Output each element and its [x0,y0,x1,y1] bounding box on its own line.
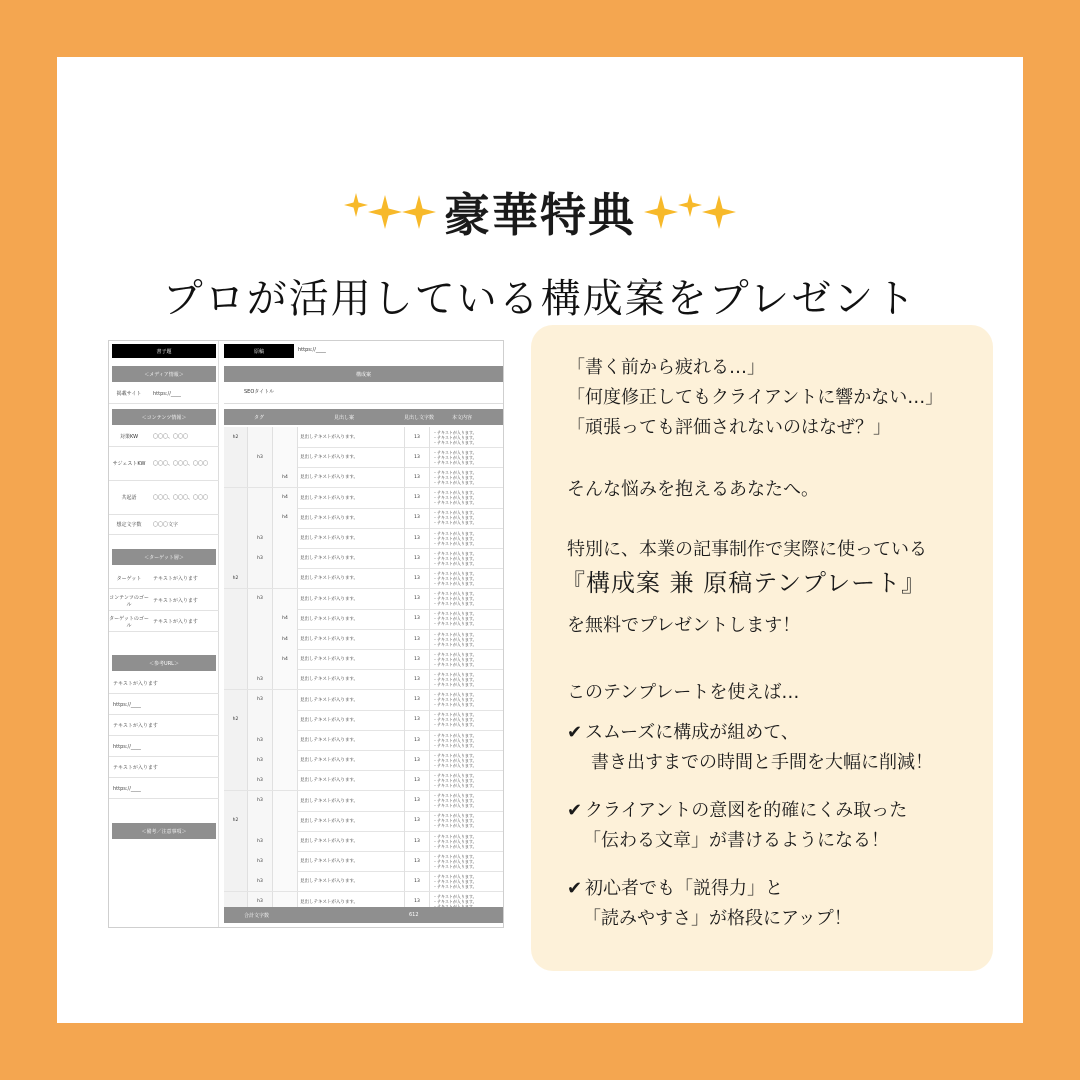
heading-cell: 見出しテキストが入ります。 [300,798,359,804]
page-subtitle: プロが活用している構成案をプレゼント [162,276,918,322]
tag-cell: h3 [248,690,273,710]
tag-cell [248,609,273,629]
tag-cell: h3 [248,831,273,851]
char-count-cell: 13 [404,649,429,669]
site-row [109,384,219,404]
tag-cell: h3 [248,669,273,689]
tag-cell [273,568,298,588]
body-cell: ・テキストが入ります。 ・テキストが入ります。 ・テキストが入ります。 [429,589,503,609]
body-cell: ・テキストが入ります。 ・テキストが入ります。 ・テキストが入ります。 [429,871,503,891]
heading-cell: 見出しテキストが入ります。 [300,839,359,844]
char-count-cell: 13 [404,710,429,730]
ref-row [109,779,219,799]
cooccur-row [109,481,219,515]
heading-cell: 見出しテキストが入ります。 [300,455,359,461]
offer-line-1: 特別に、本業の記事制作で実際に使っている [567,539,927,560]
tag-cell: h3 [248,528,273,548]
char-count-cell: 13 [404,447,429,467]
kw-key: 対策KW [119,434,139,440]
tag-cell [273,447,298,467]
tag-cell: h3 [248,770,273,790]
table-row [224,730,503,751]
site-key: 掲載サイト [116,391,142,397]
body-cell: ・テキストが入ります。 ・テキストが入ります。 ・テキストが入ります。 [429,791,503,811]
heading-cell: 見出しテキストが入ります。 [300,536,359,541]
tag-cell [224,528,248,548]
body-cell: ・テキストが入ります。 ・テキストが入ります。 ・テキストが入ります。 [429,447,503,467]
ref-text: テキストが入ります [113,681,158,687]
benefit-2-line-2: 「伝わる文章」が書けるようになる！ [583,830,889,851]
tag-cell [273,669,298,689]
tag-cell [273,791,298,811]
tag-cell: h4 [273,488,298,508]
body-cell: ・テキストが入ります。 ・テキストが入ります。 ・テキストが入ります。 [429,811,503,831]
body-cell: ・テキストが入ります。 ・テキストが入ります。 [429,892,503,912]
body-cell: ・テキストが入ります。 ・テキストが入ります。 ・テキストが入ります。 [429,831,503,851]
heading-cell: 見出しテキストが入ります。 [300,515,359,521]
heading-cell: 見出しテキストが入ります。 [300,596,359,602]
body-cell: ・テキストが入ります。 ・テキストが入ります。 ・テキストが入ります。 [429,467,503,487]
tag-cell: h2 [224,427,248,447]
body-cell: ・テキストが入ります。 ・テキストが入ります。 ・テキストが入ります。 [429,851,503,871]
description-panel [531,325,993,971]
check-icon: ✔ [567,800,583,821]
ref-row [109,716,219,736]
char-count-cell: 13 [404,609,429,629]
body-cell: ・テキストが入ります。 ・テキストが入ります。 ・テキストが入ります。 [429,629,503,649]
tag-cell [224,791,248,811]
tag-cell [248,811,273,831]
heading-cell: 見出しテキストが入ります。 [300,899,359,905]
body-cell: ・テキストが入ります。 ・テキストが入ります。 ・テキストが入ります。 [429,750,503,770]
check-icon: ✔ [567,722,583,743]
col-body: 本文内容 [452,414,473,421]
char-count-cell: 13 [404,508,429,528]
tag-cell: h3 [248,750,273,770]
doc-title-bar: 書子題 [112,344,216,358]
notes-section-header: ＜備考／注意事項＞ [112,823,216,839]
tag-cell [273,528,298,548]
suggest-row [109,447,219,481]
tag-cell: h3 [248,548,273,568]
check-icon: ✔ [567,878,583,899]
char-count-cell: 13 [404,871,429,891]
heading-cell: 見出しテキストが入ります。 [300,637,359,642]
char-count-cell: 13 [404,467,429,487]
table-row [224,528,503,549]
heading-cell: 見出しテキストが入ります。 [300,475,359,481]
table-header [224,409,503,425]
table-row [224,770,503,791]
offer-line-3: を無料でプレゼントします！ [567,615,801,636]
tag-cell: h4 [273,508,298,528]
tag-cell [273,730,298,750]
heading-cell: 見出しテキストが入ります。 [300,495,359,501]
template-preview-image [108,340,504,928]
goal-value: テキストが入ります [153,598,198,604]
tag-cell [224,750,248,770]
tag-cell [224,690,248,710]
body-cell: ・テキストが入ります。 ・テキストが入ります。 ・テキストが入ります。 [429,548,503,568]
target-section-header: ＜ターゲット層＞ [112,549,216,565]
benefit-2-line-1: ✔ クライアントの意図を的確にくみ取った [567,798,907,824]
tag-cell [224,669,248,689]
cooccur-value: 〇〇〇、〇〇〇、〇〇〇 [153,495,209,501]
tag-cell [248,568,273,588]
media-section-header: ＜メディア情報＞ [112,366,216,382]
table-row [224,447,503,468]
tag-cell: h3 [248,791,273,811]
tag-cell [248,427,273,447]
table-row [224,649,503,670]
table-row [224,548,503,569]
heading-cell: 見出しテキストが入ります。 [300,576,359,582]
tag-cell [248,488,273,508]
benefit-3-line-1: ✔ 初心者でも「説得力」と [567,876,783,902]
structure-header: 構成案 [224,366,503,382]
tag-cell [248,710,273,730]
cooccur-key: 共起語 [121,495,137,501]
tag-cell [273,851,298,871]
divider [224,403,503,404]
tag-cell [224,467,248,487]
body-cell: ・テキストが入ります。 ・テキストが入ります。 ・テキストが入ります。 [429,669,503,689]
offer-template-name: 『構成案 兼 原稿テンプレート』 [561,569,927,597]
tag-cell: h3 [248,730,273,750]
body-cell: ・テキストが入ります。 ・テキストが入ります。 ・テキストが入ります。 [429,488,503,508]
tag-cell [273,710,298,730]
ref-text: テキストが入ります [113,765,158,771]
table-row [224,488,503,509]
heading-cell: 見出しテキストが入ります。 [300,738,359,743]
col-heading: 見出し案 [334,414,355,421]
benefit-1-line-2: 書き出すまでの時間と手間を大幅に削減！ [591,752,933,773]
char-count-cell: 13 [404,690,429,710]
body-cell: ・テキストが入ります。 ・テキストが入ります。 ・テキストが入ります。 [429,770,503,790]
tag-cell [224,609,248,629]
tag-cell [224,548,248,568]
char-count-cell: 13 [404,791,429,811]
tag-cell [273,811,298,831]
main-card [57,57,1023,1023]
total-row [224,907,503,923]
target-goal-key: ターゲットのゴール [109,615,149,629]
table-row [224,750,503,771]
tag-cell [224,851,248,871]
worry-line-2: 「何度修正してもクライアントに響かない…」 [567,387,944,408]
intro-line: そんな悩みを抱えるあなたへ。 [567,479,819,500]
tag-cell [224,649,248,669]
body-cell: ・テキストが入ります。 ・テキストが入ります。 ・テキストが入ります。 [429,649,503,669]
seo-title-label: SEOタイトル [244,389,275,395]
target-row [109,569,219,589]
target-key: ターゲット [116,576,142,582]
tag-cell [248,508,273,528]
heading-cell: 見出しテキストが入ります。 [300,758,359,764]
tag-cell: h4 [273,609,298,629]
char-count-cell: 13 [404,589,429,609]
heading-cell: 見出しテキストが入ります。 [300,879,359,885]
ref-row [109,737,219,757]
table-row [224,690,503,711]
chars-value: 〇〇〇文字 [153,522,179,528]
chars-row [109,515,219,535]
char-count-cell: 13 [404,851,429,871]
tag-cell: h4 [273,467,298,487]
heading-cell: 見出しテキストが入ります。 [300,677,359,683]
ref-url: https://____ [113,785,141,792]
table-row [224,669,503,690]
heading-cell: 見出しテキストが入ります。 [300,435,359,440]
total-value: 612 [409,912,419,918]
heading-cell: 見出しテキストが入ります。 [300,657,359,663]
worry-line-1: 「書く前から疲れる…」 [567,357,765,378]
body-cell: ・テキストが入ります。 ・テキストが入ります。 ・テキストが入ります。 [429,508,503,528]
ref-text: テキストが入ります [113,723,158,729]
char-count-cell: 13 [404,892,429,912]
heading-cell: 見出しテキストが入ります。 [300,697,359,703]
suggest-value: 〇〇〇、〇〇〇、〇〇〇 [153,461,209,467]
benefit-1-line-1: ✔ スムーズに構成が組めて、 [567,720,799,746]
char-count-cell: 13 [404,548,429,568]
tag-cell [273,871,298,891]
table-row [224,427,503,448]
worry-line-3: 「頑張っても評価されないのはなぜ？」 [567,417,891,438]
tag-cell [224,730,248,750]
ref-row [109,674,219,694]
total-label: 合計文字数 [244,912,270,919]
col-chars: 見出し文字数 [404,414,435,421]
title-row [57,177,1023,247]
table-row [224,568,503,589]
heading-cell: 見出しテキストが入ります。 [300,778,359,784]
page-title: 豪華特典 [444,188,636,242]
manuscript-url: https://____ [298,347,326,353]
tag-cell [273,427,298,447]
table-row [224,629,503,650]
body-cell: ・テキストが入ります。 ・テキストが入ります。 ・テキストが入ります。 [429,690,503,710]
sparkles-icon [644,195,736,229]
tag-cell: h2 [224,710,248,730]
tag-cell: h3 [248,447,273,467]
benefit-3-line-2: 「読みやすさ」が格段にアップ！ [583,908,852,929]
tag-cell: h3 [248,892,273,912]
heading-cell: 見出しテキストが入ります。 [300,818,359,824]
doc-right-column [224,341,503,927]
heading-cell: 見出しテキストが入ります。 [300,859,359,865]
sparkles-icon [344,195,436,229]
kw-value: 〇〇〇、〇〇〇 [153,434,189,440]
tag-cell [224,508,248,528]
char-count-cell: 13 [404,488,429,508]
char-count-cell: 13 [404,568,429,588]
tag-cell: h4 [273,629,298,649]
contents-section-header: ＜コンテンツ情報＞ [112,409,216,425]
chars-key: 想定文字数 [116,522,142,528]
tag-cell: h3 [248,851,273,871]
char-count-cell: 13 [404,427,429,447]
table-row [224,831,503,852]
manuscript-label: 原稿 [224,344,294,358]
body-cell: ・テキストが入ります。 ・テキストが入ります。 ・テキストが入ります。 [429,568,503,588]
body-cell: ・テキストが入ります。 ・テキストが入ります。 ・テキストが入ります。 [429,710,503,730]
body-cell: ・テキストが入ります。 ・テキストが入ります。 ・テキストが入ります。 [429,528,503,548]
suggest-key: サジェストKW [112,461,146,467]
table-row [224,851,503,872]
table-row [224,589,503,610]
table-row [224,791,503,812]
table-row [224,811,503,832]
doc-left-column [109,341,219,927]
tag-cell [273,750,298,770]
table-row [224,467,503,488]
char-count-cell: 13 [404,730,429,750]
tag-cell [224,589,248,609]
site-value: https://____ [153,390,181,397]
heading-cell: 見出しテキストが入ります。 [300,616,359,622]
tag-cell [224,871,248,891]
tag-cell: h3 [248,589,273,609]
body-cell: ・テキストが入ります。 ・テキストが入ります。 ・テキストが入ります。 [429,609,503,629]
tag-cell [224,488,248,508]
heading-cell: 見出しテキストが入ります。 [300,717,359,723]
tag-cell: h4 [273,649,298,669]
body-cell: ・テキストが入ります。 ・テキストが入ります。 ・テキストが入ります。 [429,730,503,750]
char-count-cell: 13 [404,629,429,649]
tag-cell: h3 [248,871,273,891]
ref-row [109,758,219,778]
ref-row [109,695,219,715]
tag-cell [224,447,248,467]
col-tag: タグ [254,414,265,421]
char-count-cell: 13 [404,669,429,689]
table-row [224,508,503,529]
goal-key: コンテンツのゴール [109,594,149,608]
heading-cell: 見出しテキストが入ります。 [300,556,359,562]
char-count-cell: 13 [404,528,429,548]
char-count-cell: 13 [404,750,429,770]
tag-cell [248,467,273,487]
target-goal-row [109,612,219,632]
tag-cell [224,770,248,790]
table-row [224,609,503,630]
tag-cell: h2 [224,568,248,588]
tag-cell [248,629,273,649]
goal-row [109,591,219,611]
kw-row [109,427,219,447]
tag-cell: h2 [224,811,248,831]
tag-cell [273,589,298,609]
tag-cell [273,548,298,568]
tag-cell [224,831,248,851]
target-goal-value: テキストが入ります [153,619,198,625]
ref-url: https://____ [113,743,141,750]
tag-cell [248,649,273,669]
table-row [224,871,503,892]
benefit-intro: このテンプレートを使えば… [567,682,800,703]
char-count-cell: 13 [404,770,429,790]
ref-url: https://____ [113,701,141,708]
tag-cell [273,690,298,710]
body-cell: ・テキストが入ります。 ・テキストが入ります。 ・テキストが入ります。 [429,427,503,447]
tag-cell [224,629,248,649]
char-count-cell: 13 [404,811,429,831]
ref-section-header: ＜参考URL＞ [112,655,216,671]
table-row [224,710,503,731]
target-value: テキストが入ります [153,576,198,582]
char-count-cell: 13 [404,831,429,851]
tag-cell [273,831,298,851]
tag-cell [273,770,298,790]
